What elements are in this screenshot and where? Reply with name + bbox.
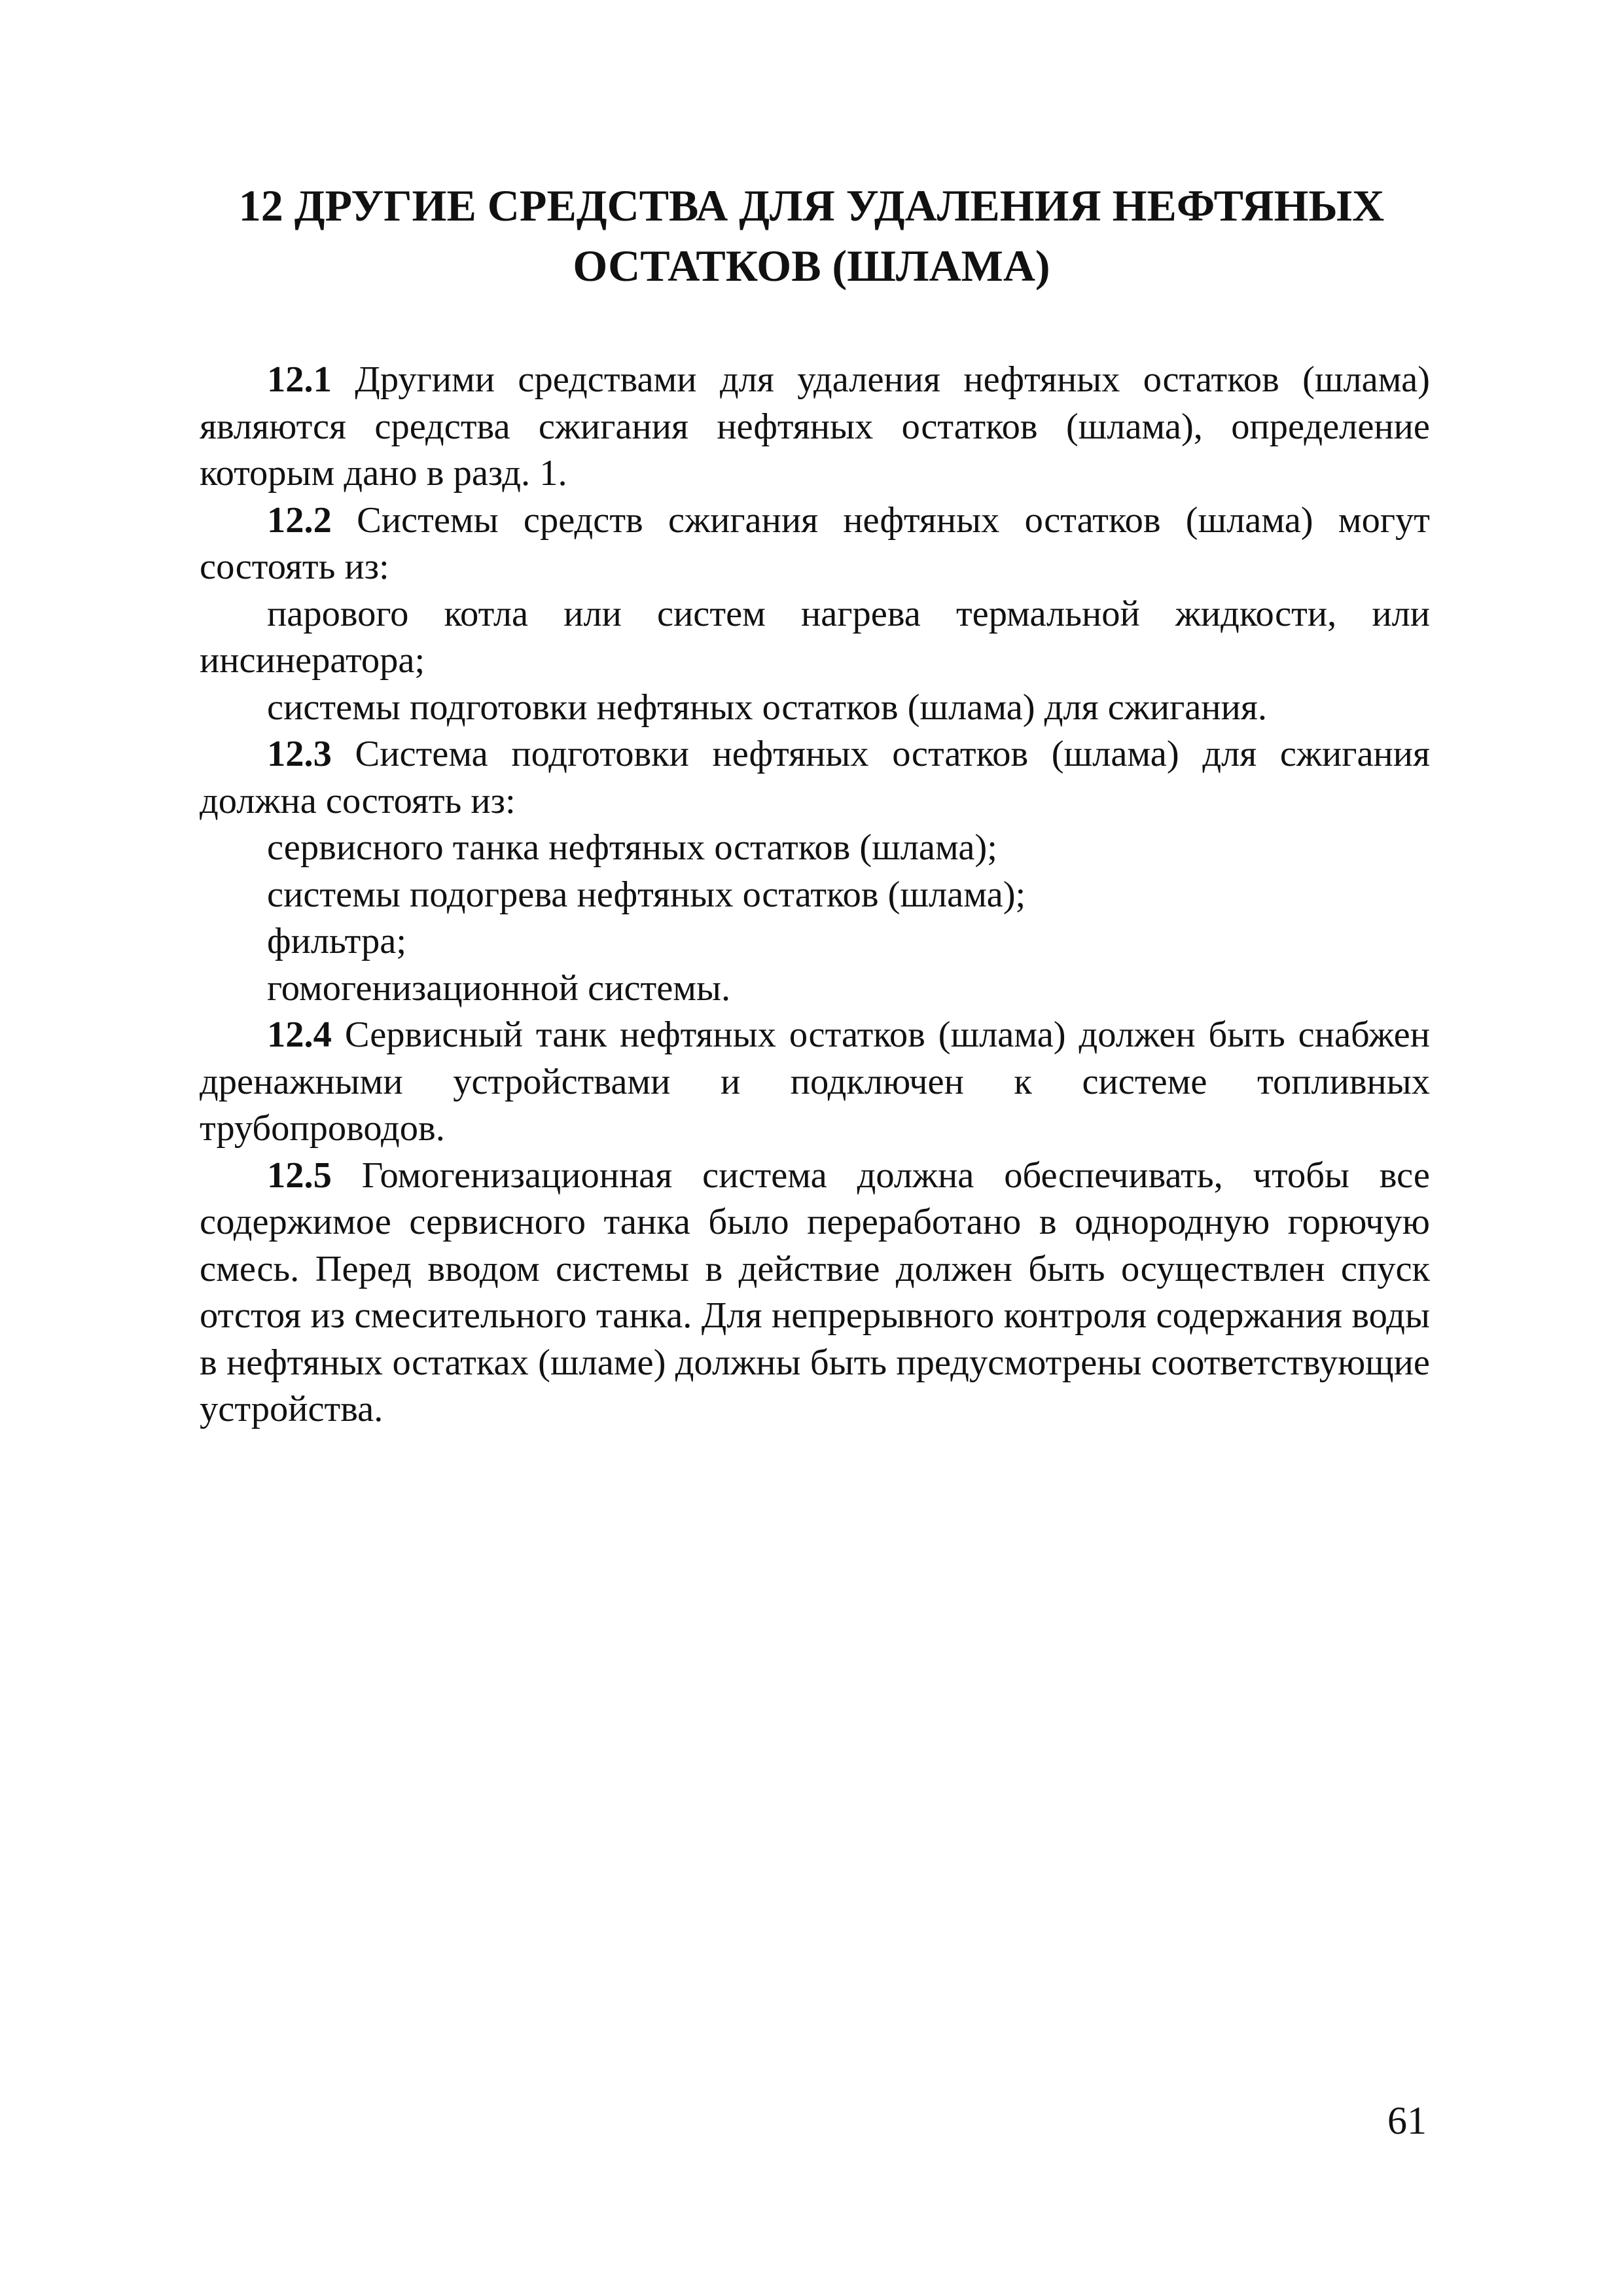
document-body bbox=[200, 357, 1430, 1433]
paragraph-12-5 bbox=[200, 1153, 1430, 1433]
paragraph-number: 12.5 bbox=[267, 1155, 332, 1196]
list-item-text: парового котла или систем нагрева термальной жидкости, или инсинератора; bbox=[200, 593, 1430, 681]
page-title-line-1: 12 ДРУГИЕ СРЕДСТВА ДЛЯ УДАЛЕНИЯ НЕФТЯНЫХ bbox=[238, 181, 1385, 230]
page-title-line-2: ОСТАТКОВ (ШЛАМА) bbox=[573, 241, 1050, 291]
list-item bbox=[200, 918, 1430, 965]
paragraph-text: Сервисный танк нефтяных остатков (шлама) должен быть снабжен дренажными устройствами и подключен к системе топливных трубопроводов. bbox=[200, 1014, 1430, 1149]
paragraph-text: Системы средств сжигания нефтяных остатков (шлама) могут состоять из: bbox=[200, 499, 1430, 587]
paragraph-number: 12.4 bbox=[267, 1014, 332, 1055]
list-item bbox=[200, 685, 1430, 732]
paragraph-text: Система подготовки нефтяных остатков (шлама) для сжигания должна состоять из: bbox=[200, 734, 1430, 821]
list-item-text: гомогенизационной системы. bbox=[267, 967, 731, 1009]
list-item-text: сервисного танка нефтяных остатков (шлама); bbox=[267, 827, 997, 868]
paragraph-12-4 bbox=[200, 1012, 1430, 1153]
paragraph-12-3 bbox=[200, 731, 1430, 825]
paragraph-number: 12.2 bbox=[267, 499, 332, 541]
list-item bbox=[200, 591, 1430, 685]
paragraph-number: 12.1 bbox=[267, 359, 332, 400]
paragraph-text: Гомогенизационная система должна обеспечивать, чтобы все содержимое сервисного танка было переработано в однородную горючую смесь. Перед вводом системы в действие должен быть осуществлен спуск отстоя из смесительного танка. Для непрерывного контроля содержания воды в нефтяных остатках (шламе) должны быть предусмотрены соответствующие устройства. bbox=[200, 1155, 1430, 1429]
page-number: 61 bbox=[1387, 2099, 1427, 2142]
paragraph-12-1 bbox=[200, 357, 1430, 497]
paragraph-number: 12.3 bbox=[267, 734, 332, 774]
paragraph-text: Другими средствами для удаления нефтяных остатков (шлама) являются средства сжигания нефтяных остатков (шлама), определение которым дано в разд. 1. bbox=[200, 359, 1430, 493]
list-item bbox=[200, 965, 1430, 1013]
list-item-text: системы подготовки нефтяных остатков (шлама) для сжигания. bbox=[267, 687, 1267, 728]
paragraph-12-2 bbox=[200, 497, 1430, 591]
list-item bbox=[200, 872, 1430, 919]
list-item-text: системы подогрева нефтяных остатков (шлама); bbox=[267, 874, 1026, 915]
list-item bbox=[200, 825, 1430, 872]
list-item-text: фильтра; bbox=[267, 921, 407, 961]
page-title bbox=[196, 175, 1427, 296]
